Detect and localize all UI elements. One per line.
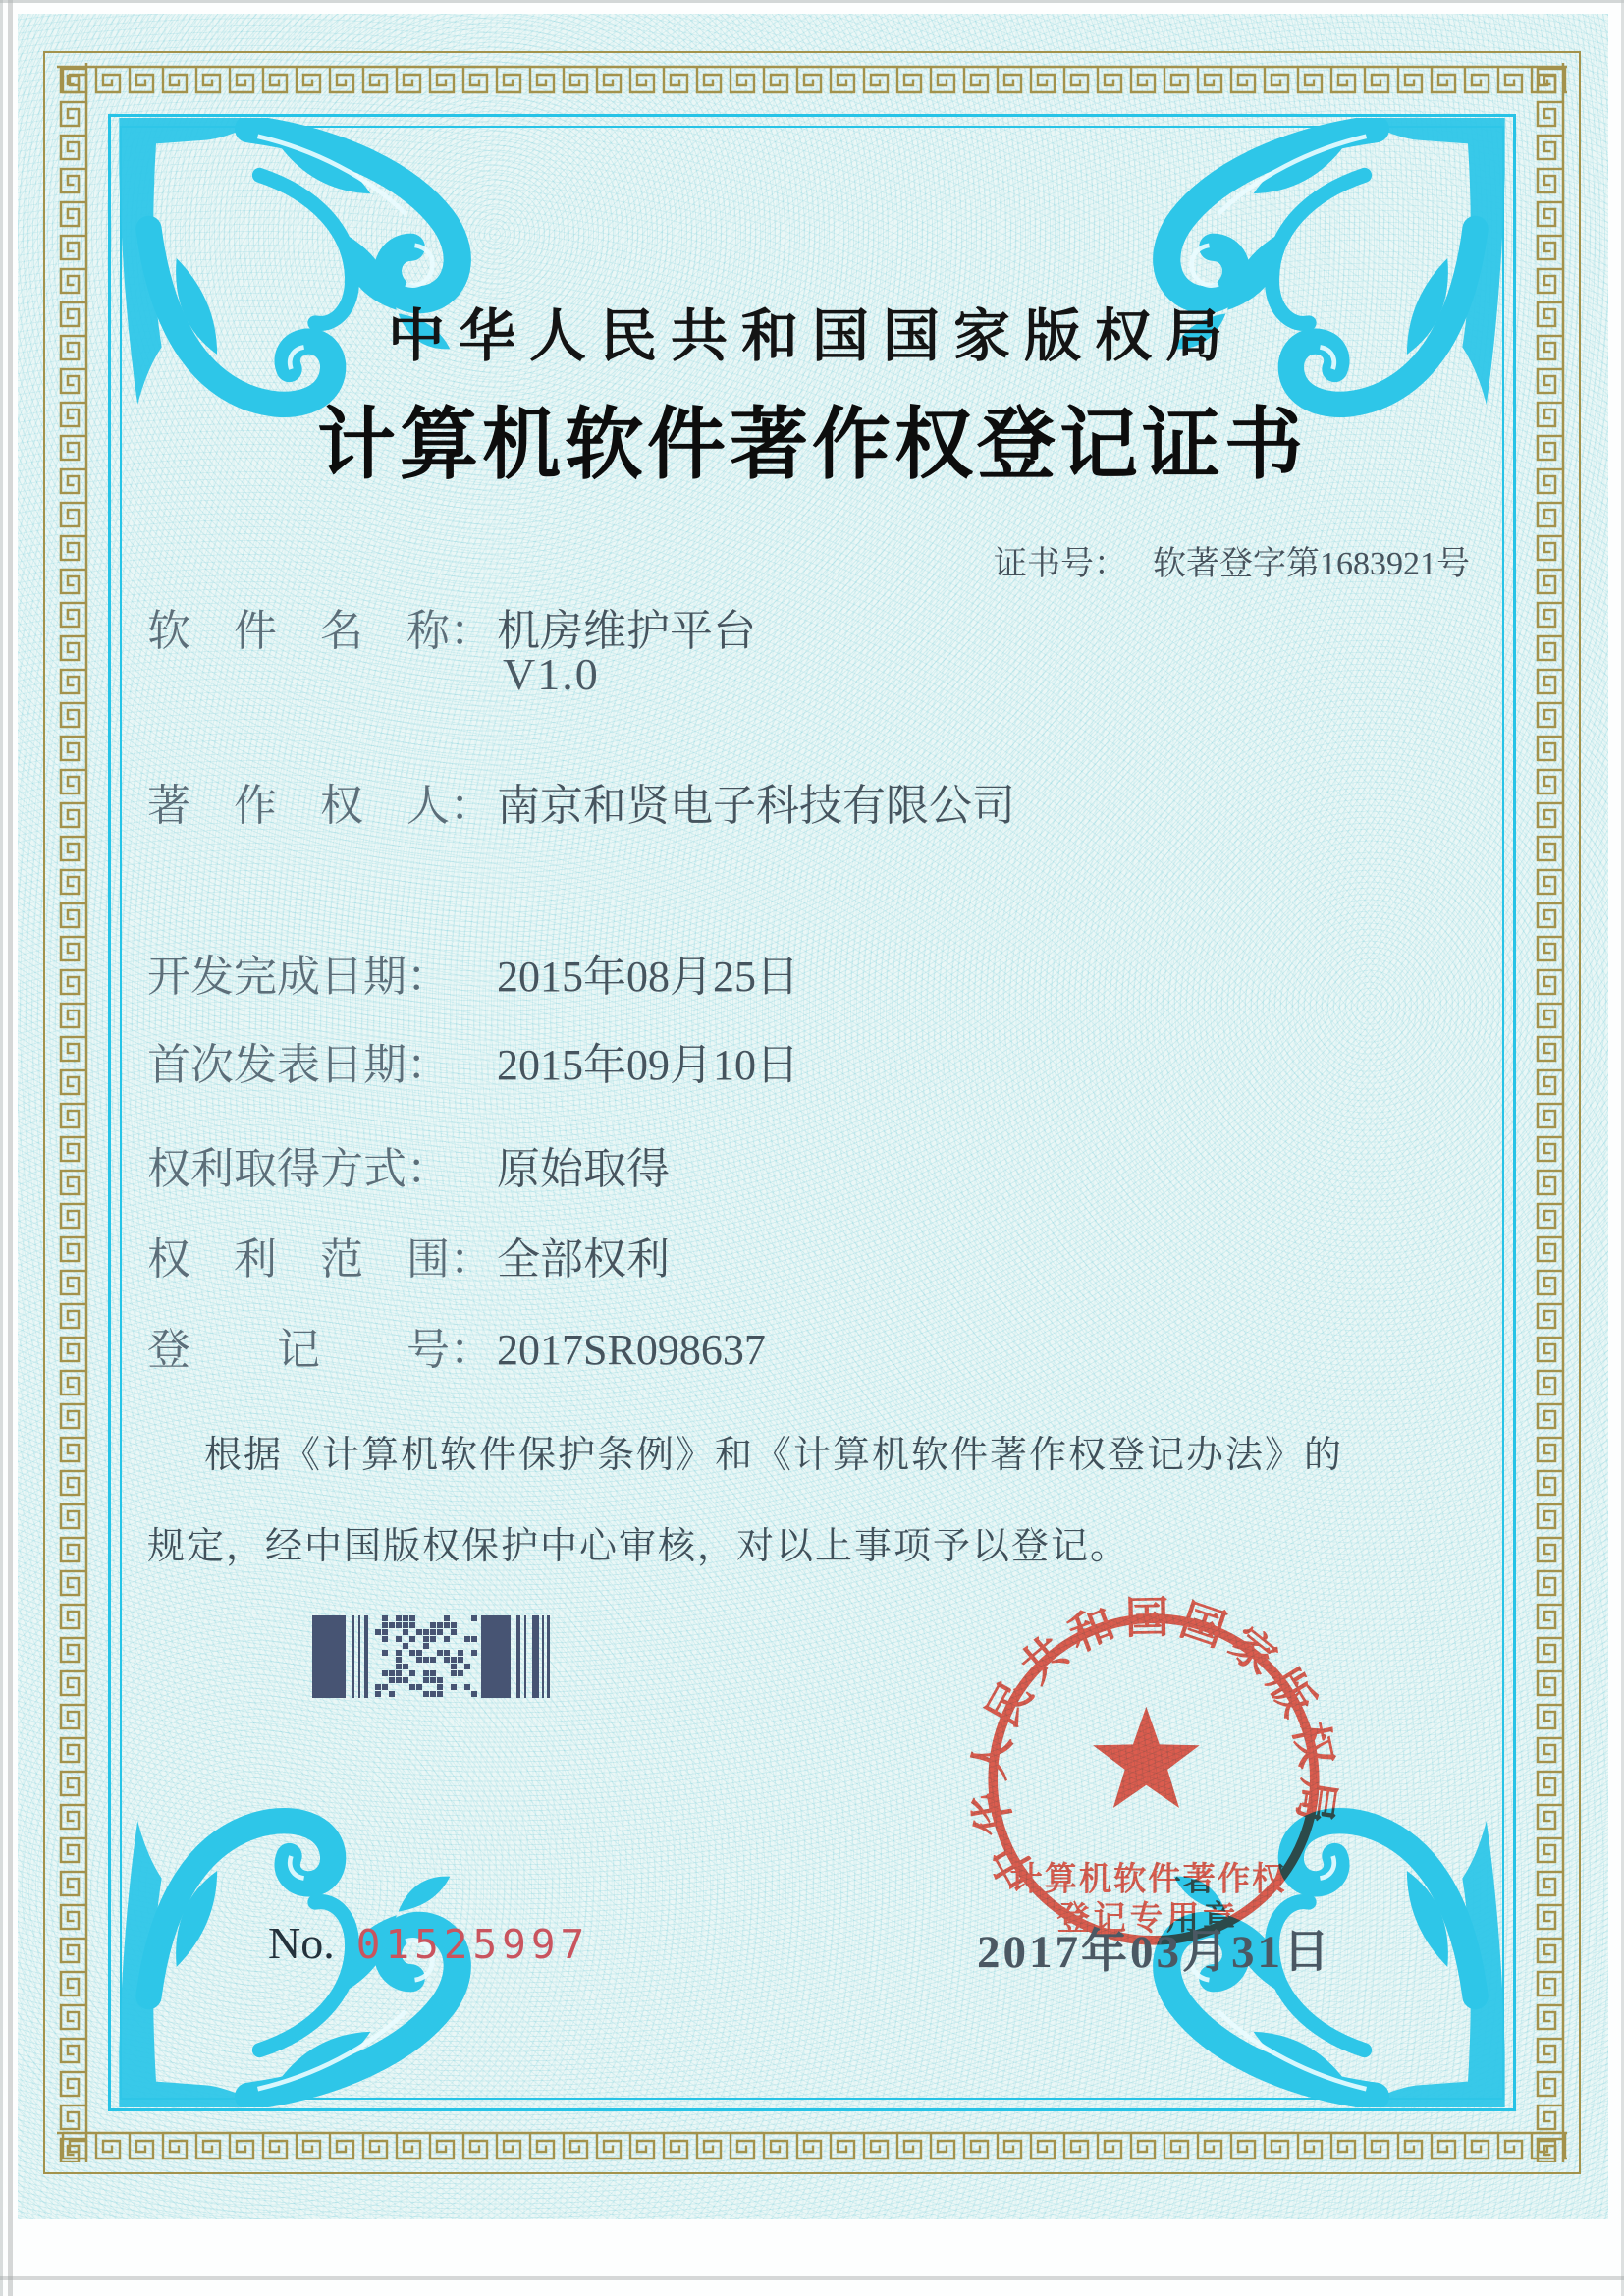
certificate-number-label: 证书号：: [994, 546, 1127, 582]
field-label: 开发完成日期：: [147, 953, 450, 1001]
meander-border-bottom: [57, 2129, 1567, 2162]
field-value: 全部权利: [497, 1235, 670, 1284]
certificate-number-line: [994, 536, 1470, 584]
authority-title: 中华人民共和国国家版权局: [387, 304, 1236, 368]
stamp-ring-text: 中华人民共和国国家版权局: [963, 1593, 1344, 1898]
software-version: V1.0: [503, 649, 600, 699]
field-label: 权 利 范 围：: [147, 1235, 493, 1284]
field-row-rights-acquisition: [147, 1133, 670, 1196]
stamp-star-icon: [1093, 1707, 1200, 1808]
stamp-line-1: 计算机软件著作权: [1009, 1861, 1287, 1898]
scan-edge-shadow: [0, 0, 3, 2296]
serial-prefix: No.: [268, 1918, 335, 1968]
meander-border-right: [1534, 63, 1567, 2162]
issue-date: 2017年03月31日: [977, 1927, 1332, 1978]
field-value: 南京和贤电子科技有限公司: [497, 782, 1015, 830]
meander-border-left: [57, 63, 90, 2162]
certificate-number-value: 软著登字第1683921号: [1153, 546, 1470, 582]
field-value: 2015年08月25日: [497, 953, 799, 1001]
field-row-rights-scope: [147, 1224, 670, 1286]
meander-border-top: [57, 63, 1567, 96]
scan-edge-shadow: [0, 2276, 1624, 2280]
field-row-software-name: [147, 595, 756, 658]
field-row-dev-complete-date: [147, 941, 799, 1004]
scan-edge-shadow: [0, 0, 1624, 3]
field-row-registration-number: [147, 1314, 766, 1377]
field-row-first-publish-date: [147, 1029, 799, 1092]
field-label: 权利取得方式：: [147, 1145, 450, 1193]
field-label: 登 记 号：: [147, 1326, 493, 1374]
barcode: [312, 1615, 550, 1700]
stamp-line-2: 登记专用章: [1056, 1900, 1240, 1938]
field-value: 机房维护平台: [497, 607, 756, 655]
body-paragraph-line-1: 根据《计算机软件保护条例》和《计算机软件著作权登记办法》的: [204, 1435, 1344, 1476]
serial-line: [268, 1917, 589, 1969]
field-label: 首次发表日期：: [147, 1041, 450, 1089]
field-row-copyright-owner: [147, 770, 1015, 833]
field-label: 著 作 权 人：: [147, 782, 493, 830]
field-label: 软 件 名 称：: [147, 607, 493, 655]
field-value: 原始取得: [497, 1145, 670, 1193]
scan-edge-shadow: [8, 0, 13, 2296]
field-value: 2015年09月10日: [497, 1041, 799, 1089]
body-paragraph-line-2: 规定，经中国版权保护中心审核，对以上事项予以登记。: [147, 1526, 1130, 1567]
serial-number: 01525997: [355, 1921, 590, 1968]
field-value: 2017SR098637: [497, 1326, 766, 1374]
page-title: 计算机软件著作权登记证书: [317, 403, 1307, 489]
